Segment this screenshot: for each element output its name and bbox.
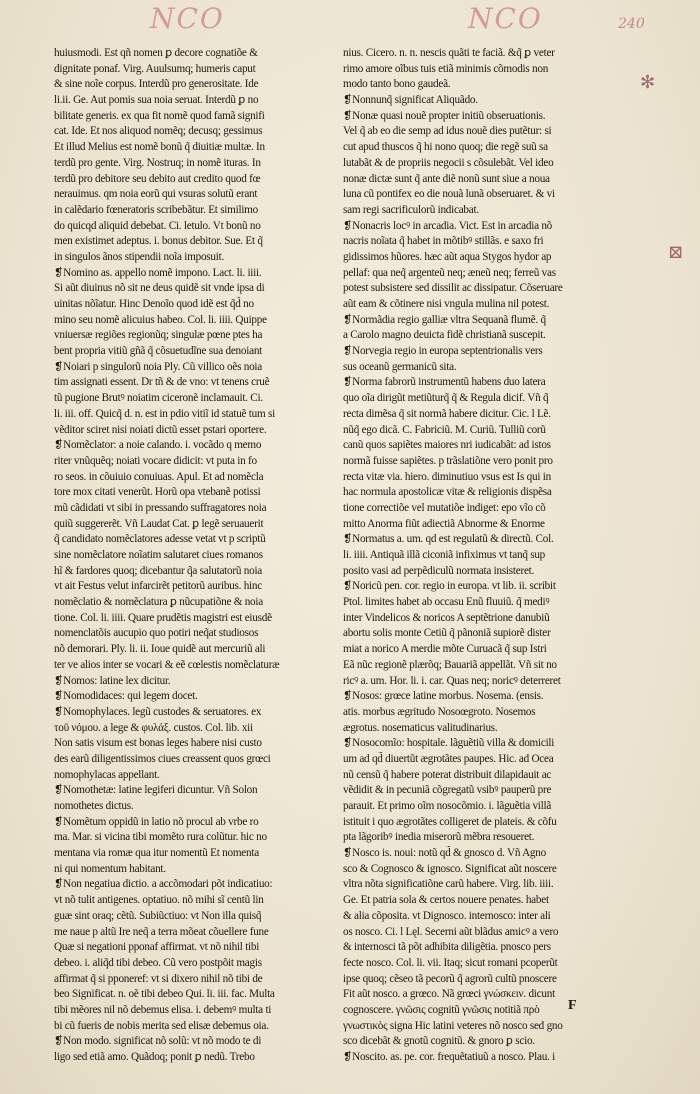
text-line: quiũ suggererẽt. Vñ Laudat Cat. ꝑ legẽ seruauerit (54, 517, 264, 530)
text-line: riter vnũquẽq; noiati vocare didicit: vt puta in fo (54, 454, 257, 467)
text-line: & internosci tã põt adhibita diligẽtia. pnosco pers (343, 941, 551, 954)
text-line: hĩ & fardores quoq; dicebantur q̃a salutatorũ noia (54, 564, 263, 577)
text-line: des earũ diligentissimos ciues creassent quos grœci (54, 752, 271, 765)
text-line: nius. Cicero. n. n. nescis quãti te faciã. &q̃ ꝑ veter (343, 47, 555, 59)
text-line: Fit aũt nosco. a grœco. Nã grœci γνώσκειν. dicunt (343, 988, 555, 1001)
marginal-mark: ✻ (640, 72, 656, 92)
text-line: Si aũt diuinus nõ sit ne deus quidẽ sit vnde ipsa di (54, 282, 265, 295)
text-line: ni qui nomentum habitant. (54, 862, 166, 875)
marginal-mark: ⊠ (668, 242, 684, 262)
text-line: ricꝰ a. um. Hor. li. i. car. Quas neq; noricꝰ deterreret (343, 674, 561, 687)
text-line: vẽdidit & in pecuniã cõgregatũ vsibꝰ pauperũ pre (343, 784, 552, 797)
text-line: nũ censũ q̃ habere poterat distribuit dilapidauit ac (343, 768, 552, 781)
left-text-column (54, 46, 318, 1066)
text-line: ❡Nomẽclator: a noie calando. i. vocãdo q memo (54, 439, 262, 452)
text-line: tione correctiõe vel mutatiõe indiget: epo vĩo cõ (343, 501, 546, 514)
text-line: atis. morbus ægritudo Nosoœgroto. Nosemos (343, 705, 536, 718)
text-line: ❡Norma fabrorũ instrumentũ habens duo latera (343, 376, 546, 389)
text-line: ❡Noscito. as. pe. cor. frequẽtatiuũ a nosco. Plau. i (343, 1051, 555, 1063)
text-line: uinitas nõĩatur. Hinc Denoĩo quod idẽ est q̃d̃ no (54, 298, 254, 310)
handwritten-annotation-left: NCO (150, 2, 225, 35)
text-line: in singulos ãnos stipendii noĩa imposuit. (54, 250, 224, 263)
text-line: ❡Norvegia regio in europa septentrionalis vers (343, 345, 543, 358)
text-line: q̃ candidato nomẽclatores adesse vetat vt p scriptũ (54, 533, 266, 546)
text-line: gidissimos hũores. hæc aũt aqua Stygos hydor ap (343, 250, 552, 263)
text-line: ❡Nosos: grœce latine morbus. Nosema. (ensis. (343, 690, 544, 703)
text-line: bilitate generis. ex qua fit nomẽ quod famã signifi (54, 109, 265, 122)
text-line: ipse quoq; cẽseo tã pecorũ q̃ agrorũ cultũ pnoscere (343, 972, 557, 985)
text-line: nomophylacas appellant. (54, 768, 160, 781)
text-line: canũ quos sapiẽtes maiores nri iudicabãt: ad istos (343, 439, 551, 452)
text-line: ❡Nomino as. appello nomẽ impono. Lact. li. iiii. (54, 266, 262, 279)
text-line: ❡Non modo. significat nõ solũ: vt nõ modo te di (54, 1035, 262, 1048)
text-line: mitto Anorma fiũt adiectiã Abnorme & Enorme (343, 517, 545, 530)
handwritten-annotation-right: NCO (468, 2, 543, 35)
text-line: sine nomẽclatore noĩatim salutaret ciues romanos (54, 549, 263, 561)
text-line: lutabãt & de propriis negocii s cõsulebãt. Vel ideo (343, 156, 554, 169)
text-line: me naue p altũ Ire neq̃ a terra mõeat cõuellere fune (54, 925, 269, 938)
text-line: guæ sint oraq; cẽtũ. Subiũctiuo: vt Non illa quisq̃ (54, 909, 262, 922)
text-line: ter ve alios inter se vocari & eẽ cœlestis nomẽclaturæ (54, 658, 280, 671)
text-line: vt ait Festus velut infarcirẽt petitorũ auribus. hinc (54, 580, 262, 593)
text-line: debeo. i. aliq̃d tibi debeo. Cũ vero postpõit magis (54, 956, 262, 969)
text-line: ro seos. in cõuiuio conuiuas. Apul. Et ad nomẽcla (54, 470, 264, 483)
text-line: sam regi sacrificulorũ indicabat. (343, 203, 479, 216)
text-line: tim assignati essent. Dr tñ & de vno: vt tenens cruẽ (54, 376, 270, 389)
text-line: tũ pugione Brutꝰ noiatim ciceronẽ inclamauit. Ci. (54, 392, 263, 405)
folio-number: 240 (618, 16, 645, 32)
text-line: aũt eam & cõtinere nisi vngula mulina nil potest. (343, 298, 550, 310)
text-line: rimo amore oĩbus tuis etiã minimis cõmodis non (343, 62, 549, 75)
text-line: parauit. Et primo oĩm nosocõmio. i. lãguẽtia villã (343, 800, 552, 812)
text-line: in calẽdario fœneratoris scribebãtur. Et similimo (54, 203, 258, 216)
text-line: nomenclatõis aucupio quo potiri neq̃at studiosos (54, 627, 259, 640)
text-line: Eã nũc regionẽ plærõq; Bauariã appellãt. Vñ sit no (343, 658, 557, 671)
text-line: ❡Nosco is. noui: notũ qd̃ & gnosco d. Vñ Agno (343, 847, 546, 860)
text-line: li. iii. off. Quicq̃ d. n. est in pdio vitiĩ id statuẽ tum si (54, 407, 275, 420)
text-line: nomẽclatio & nomẽclatura ꝑ nũcupatiõne & noia (54, 596, 263, 609)
text-line: mentana via romæ qua itur nomentũ Et nomenta (54, 847, 259, 860)
text-line: beo Significat. n. oẽ tibi debeo Qui. li. iii. fac. Multa (54, 988, 275, 1001)
text-line: do quicqd aliquid debebat. Ci. letulo. Vt bonũ no (54, 219, 261, 232)
text-line: fecte nosco. Col. li. vii. Itaq; sicut romani pcoperũt (343, 956, 558, 969)
text-line: inter Vindelicos & noricos A septẽtrione danubiũ (343, 611, 550, 624)
signature-mark: F (568, 998, 577, 1013)
text-line: ❡Nonæ quasi nouẽ propter initiũ obseruationis. (343, 109, 546, 122)
text-line: recta vitæ via. hiero. diminutiuo vsus est Is qui in (343, 470, 551, 483)
text-line: Ptol. limites habet ab occasu Enũ fluuiũ. q̃ mediꝰ (343, 596, 550, 609)
text-line: abortu solis monte Cetiũ q̃ pãnoniã supiorẽ dister (343, 627, 551, 640)
text-line: ❡Nomos: latine lex dicitur. (54, 674, 171, 687)
text-line: quo oĩa dirigũt metiũturq̃ q̃ & Regula dicif. Vñ q̃ (343, 392, 549, 405)
text-line: ❡Noiari p singulorũ noia Ply. Cũ villico oẽs noia (54, 360, 263, 373)
text-line: pellaf: qua neq̃ argenteũ neq; æneũ neq; ferreũ vas (343, 266, 556, 279)
text-line: dignitate ponaf. Virg. Auulsumq; humeris caput (54, 62, 256, 75)
text-line: ❡Nosocomĩo: hospitale. lãguẽtiũ villa & domicili (343, 737, 555, 750)
text-line: tione. Col. li. iiii. Quare prudẽtis magistri est eiusdẽ (54, 611, 272, 624)
text-line: ❡Noricũ pen. cor. regio in europa. vt lib. ii. scribit (343, 580, 556, 593)
text-line: a Carolo magno deuicta fidẽ christianã suscepit. (343, 329, 546, 342)
text-line: cat. Ide. Et nos aliquod nomẽq; decusq; gessimus (54, 125, 263, 138)
text-line: sco & Cognosco & ignosco. Significat aũt noscere (343, 862, 557, 875)
text-line: tibi mẽores nil nõ debemus elisa. i. debemꝰ multa ti (54, 1003, 272, 1016)
text-line: ❡Nonnunq̃ significat Aliquãdo. (343, 94, 478, 107)
text-line: li.ii. Ge. Aut pomis sua noia seruat. Interdũ ꝑ no (54, 94, 259, 107)
text-line: ægrotus. nosematicus valitudinarius. (343, 721, 498, 734)
text-line: affirmat q̃ si pponeref: vt si dixero nihil nõ tibi de (54, 972, 263, 985)
text-line: ❡Normãdia regio galliæ vltra Sequanã flumẽ. q̃ (343, 313, 546, 326)
text-line: bent propria vitiũ gñã q̃ cõsuetudĩne sua denoiant (54, 345, 263, 358)
text-line: Non satis visum est bonas leges habere nisi custo (54, 737, 262, 750)
text-line: vniuersæ regiões regionũq; singulæ pœne ptes ha (54, 329, 263, 342)
text-line: nerauimus. qm noia eorũ qui vsuras solutũ erant (54, 188, 258, 201)
text-line: os nosco. Ci. l Lęl. Secerni aũt blãdus amicꝰ a vero (343, 925, 559, 938)
text-line: istituit i quo ægrotãtes colligeret de plateis. & cõfu (343, 815, 557, 828)
text-line: ❡Nomẽtum oppidũ in latio nõ procul ab vrbe ro (54, 815, 259, 828)
text-line: hac normula apostolicæ vitæ & religionis dispẽsa (343, 486, 552, 499)
text-line: ❡Non negatiua dictio. a accõmodari põt indicatiuo: (54, 878, 273, 891)
right-text-column (343, 46, 635, 1066)
text-line: Quæ si negationi pponaf affirmat. vt nõ nihil tibi (54, 941, 260, 954)
text-line: Vel q̃ ab eo die semp ad idus nouẽ dies putẽtur: si (343, 125, 552, 138)
text-line: huiusmodi. Est qñ nomen ꝑ decore cognatiõe & (54, 47, 258, 59)
text-line: sus oceanũ germanicũ sita. (343, 360, 457, 373)
text-line: ❡Nomophylaces. legũ custodes & seruatores. ex (54, 705, 262, 718)
text-line: nõ demorari. Ply. li. ii. Ioue quidẽ aut mercuriũ ali (54, 643, 266, 656)
text-line: Ge. Et patria sola & certos nouere penates. habet (343, 894, 549, 907)
text-line: men existimet adeptus. i. bonus debitor. Sue. Et q̃ (54, 235, 263, 248)
text-line: ❡Nomodidaces: qui legem docet. (54, 690, 198, 703)
text-line: nacris noĩata q̃ habet in mõtibꝰ stillãs. e saxo fri (343, 235, 544, 248)
text-line: ❡Nomothetæ: latine legiferi dicuntur. Vñ Solon (54, 784, 258, 797)
text-line: tore mox citati venerũt. Horũ opa vtebanẽ potissi (54, 486, 261, 499)
text-line: um ad qd̃ diuertũt ægrotãtes paupes. Hic. ad Ocea (343, 752, 554, 765)
text-line: ligo sed etiã amo. Quãdoq; ponit ꝑ nedũ. Trebo (54, 1051, 255, 1063)
text-line: vt nõ tulit antigenes. optatiuo. nõ mihi sĩ centũ lin (54, 894, 264, 907)
text-line: modo tanto bono gaudeã. (343, 78, 451, 91)
text-line: & alia cõposita. vt Dignosco. internosco: inter ali (343, 909, 551, 922)
text-line: potest subsistere sed dissilit ac dissipatur. Cõseruare (343, 282, 563, 295)
text-line: γνωστικὸς signa Hic latini veteres nõ nosco sed gno (343, 1019, 563, 1032)
text-line: bi cũ fueris de nobis merita sed elisæ debemus oia. (54, 1019, 269, 1032)
text-line: terdũ pro debitore seu debito aut credito quod fœ (54, 172, 261, 185)
text-line: τοῦ νόμου. a lege & φυλάξ. custos. Col. lib. xii (54, 721, 253, 734)
text-line: pta lãgoribꝰ inedia miserorũ mẽbra resoueret. (343, 831, 535, 844)
text-line: vẽditor sciret nisi noiati dictũ esset pstari oportere. (54, 423, 267, 436)
text-line: mino seu nomẽ alicuius habeo. Col. li. iiii. Quippe (54, 313, 267, 326)
text-line: ❡Normatus a. um. qd est regulatũ & directũ. Col. (343, 533, 554, 546)
text-line: sco dicebãt & gnotũ cognitũ. & gnoro ꝑ scio. (343, 1035, 535, 1048)
text-line: posito vasi ad perpẽdiculũ normata insisteret. (343, 564, 535, 577)
text-line: recta dimẽsa q̃ sit normã habere dicitur. Cic. l Lẽ. (343, 407, 551, 420)
text-line: nonæ dictæ sunt q̃ ante diẽ nonũ sunt siue a noua (343, 172, 550, 185)
text-line: & sine noĩe corpus. Interdũ pro generositate. Ide (54, 78, 259, 91)
text-line: li. iiii. Antiquã illã ciconiã infiximus vt tanq̃ sup (343, 549, 546, 561)
text-line: vltra nõta significatiõne carũ habere. Virg. lib. iiii. (343, 878, 554, 891)
text-line: mũ cãdidati vt sibi in pressando suffragatores noia (54, 501, 267, 514)
text-line: ❡Nonacris locꝰ in arcadia. Vict. Est in arcadia nõ (343, 219, 553, 232)
text-line: normã fuisse sapiẽtes. p trãslatiõne vero ponit pro (343, 454, 553, 467)
text-line: Et illud Melius est nomẽ bonũ q̃ diuitiæ multæ. In (54, 141, 265, 154)
text-line: nomothetes dictus. (54, 800, 134, 812)
text-line: terdũ pro gente. Virg. Nostruq; in nomẽ ituras. In (54, 156, 261, 169)
text-line: cognoscere. γνῶσις cognitũ γνῶσις notitiã πρὸ (343, 1003, 540, 1016)
text-line: ma. Mar. si vicina tibi momẽto rura colũtur. hic no (54, 831, 267, 844)
text-line: miat a norico A merdie mõte Curuacã q̃ sup Istri (343, 643, 547, 656)
text-line: cut apud thuscos q̃ hi nono quoq; die regẽ suũ sa (343, 141, 548, 154)
text-line: nũq̃ ego dicã. C. Fabriciũ. M. Curiũ. Tulliũ corũ (343, 423, 546, 436)
text-line: luna cũ pontifex eo die nouã lunã obseruaret. & vi (343, 188, 555, 201)
